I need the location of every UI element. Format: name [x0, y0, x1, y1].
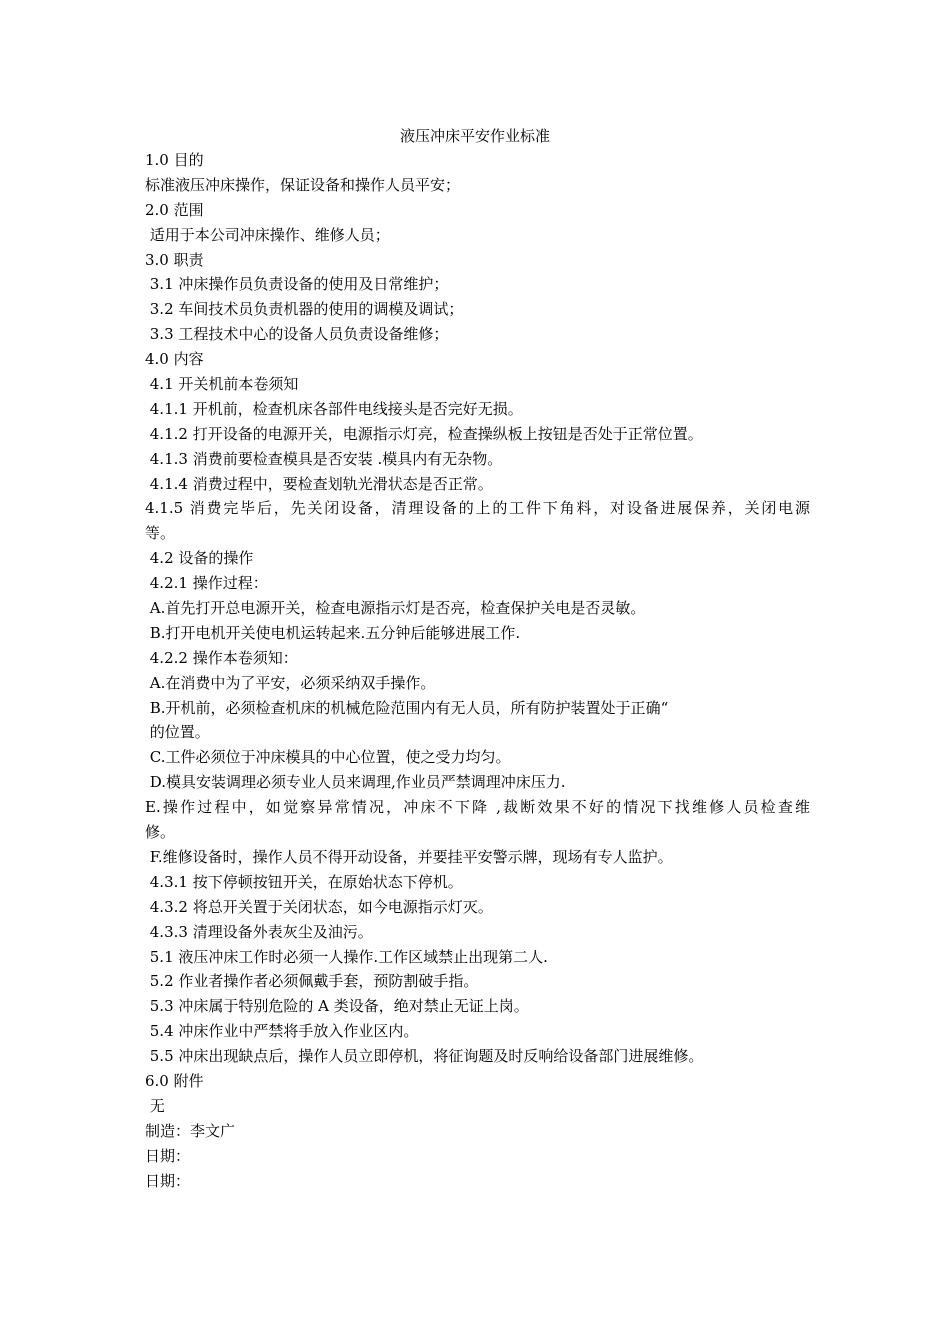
paragraph: 4.1.3 消费前要检查模具是否安装 .模具内有无杂物。: [145, 449, 503, 468]
paragraph: 无: [145, 1096, 165, 1115]
paragraph: 的位置。: [145, 723, 210, 742]
paragraph: 适用于本公司冲床操作、维修人员；: [145, 225, 390, 244]
paragraph: A.首先打开总电源开关，检查电源指示灯是否亮，检查保护关电是否灵敏。: [145, 599, 646, 618]
paragraph: 4.1.2 打开设备的电源开关，电源指示灯亮，检查操纵板上按钮是否处于正常位置。: [145, 424, 703, 443]
paragraph: 4.3.3 清理设备外表灰尘及油污。: [145, 922, 373, 941]
paragraph: 3.2 车间技术员负责机器的使用的调模及调试；: [145, 300, 464, 319]
paragraph: F.维修设备时，操作人员不得开动设备，并要挂平安警示牌，现场有专人监护。: [145, 847, 673, 866]
paragraph: D.模具安装调理必须专业人员来调理,作业员严禁调理冲床压力.: [145, 773, 566, 792]
paragraph: 5.1 液压冲床工作时必须一人操作.工作区域禁止出现第二人.: [145, 947, 548, 966]
paragraph: 4.3.2 将总开关置于关闭状态，如今电源指示灯灭。: [145, 897, 493, 916]
paragraph: 修。: [145, 823, 176, 842]
paragraph: 3.1 冲床操作员负责设备的使用及日常维护；: [145, 275, 449, 294]
paragraph: B.打开电机开关使电机运转起来.五分钟后能够进展工作.: [145, 623, 521, 642]
author-line: 制造：李文广: [145, 1121, 236, 1140]
date-line: 日期：: [145, 1171, 191, 1190]
paragraph: 4.1.4 消费过程中，要检查划轨光滑状态是否正常。: [145, 474, 493, 493]
section-heading: 2.0 范围: [145, 200, 204, 219]
date-line: 日期：: [145, 1146, 191, 1165]
section-heading: 1.0 目的: [145, 151, 204, 169]
paragraph: C.工件必须位于冲床模具的中心位置，使之受力均匀。: [145, 748, 511, 767]
paragraph: E.操作过程中，如觉察异常情况，冲床不下降 ,裁断效果不好的情况下找维修人员检查维: [145, 798, 810, 817]
paragraph: 5.5 冲床出现缺点后，操作人员立即停机，将征询题及时反响给设备部门进展维修。: [145, 1047, 704, 1066]
subsection-heading: 4.1 开关机前本卷须知: [145, 375, 299, 394]
paragraph: 5.4 冲床作业中严禁将手放入作业区内。: [145, 1022, 419, 1041]
paragraph: 4.1.1 开机前，检查机床各部件电线接头是否完好无损。: [145, 399, 523, 418]
document-body: [145, 148, 810, 1193]
paragraph: 4.2.2 操作本卷须知：: [145, 648, 298, 667]
paragraph: B.开机前，必须检查机床的机械危险范围内有无人员，所有防护装置处于正确“: [145, 698, 669, 717]
paragraph: 等。: [145, 524, 176, 543]
paragraph: 5.3 冲床属于特别危险的 A 类设备，绝对禁止无证上岗。: [145, 997, 529, 1016]
paragraph: 4.3.1 按下停顿按钮开关，在原始状态下停机。: [145, 872, 463, 891]
paragraph: A.在消费中为了平安，必须采纳双手操作。: [145, 673, 436, 692]
paragraph: 4.2.1 操作过程：: [145, 574, 268, 593]
section-heading: 4.0 内容: [145, 350, 204, 369]
paragraph: 4.1.5 消费完毕后，先关闭设备，清理设备的上的工件下角料，对设备进展保养，关闭电源: [145, 499, 810, 518]
subsection-heading: 4.2 设备的操作: [145, 549, 254, 568]
document-title: 液压冲床平安作业标准: [399, 127, 550, 145]
section-heading: 3.0 职责: [145, 250, 204, 269]
paragraph: 3.3 工程技术中心的设备人员负责设备维修；: [145, 325, 449, 344]
paragraph: 标准液压冲床操作，保证设备和操作人员平安；: [145, 175, 461, 194]
section-heading: 6.0 附件: [145, 1071, 204, 1090]
paragraph: 5.2 作业者操作者必须佩戴手套，预防割破手指。: [145, 972, 479, 991]
